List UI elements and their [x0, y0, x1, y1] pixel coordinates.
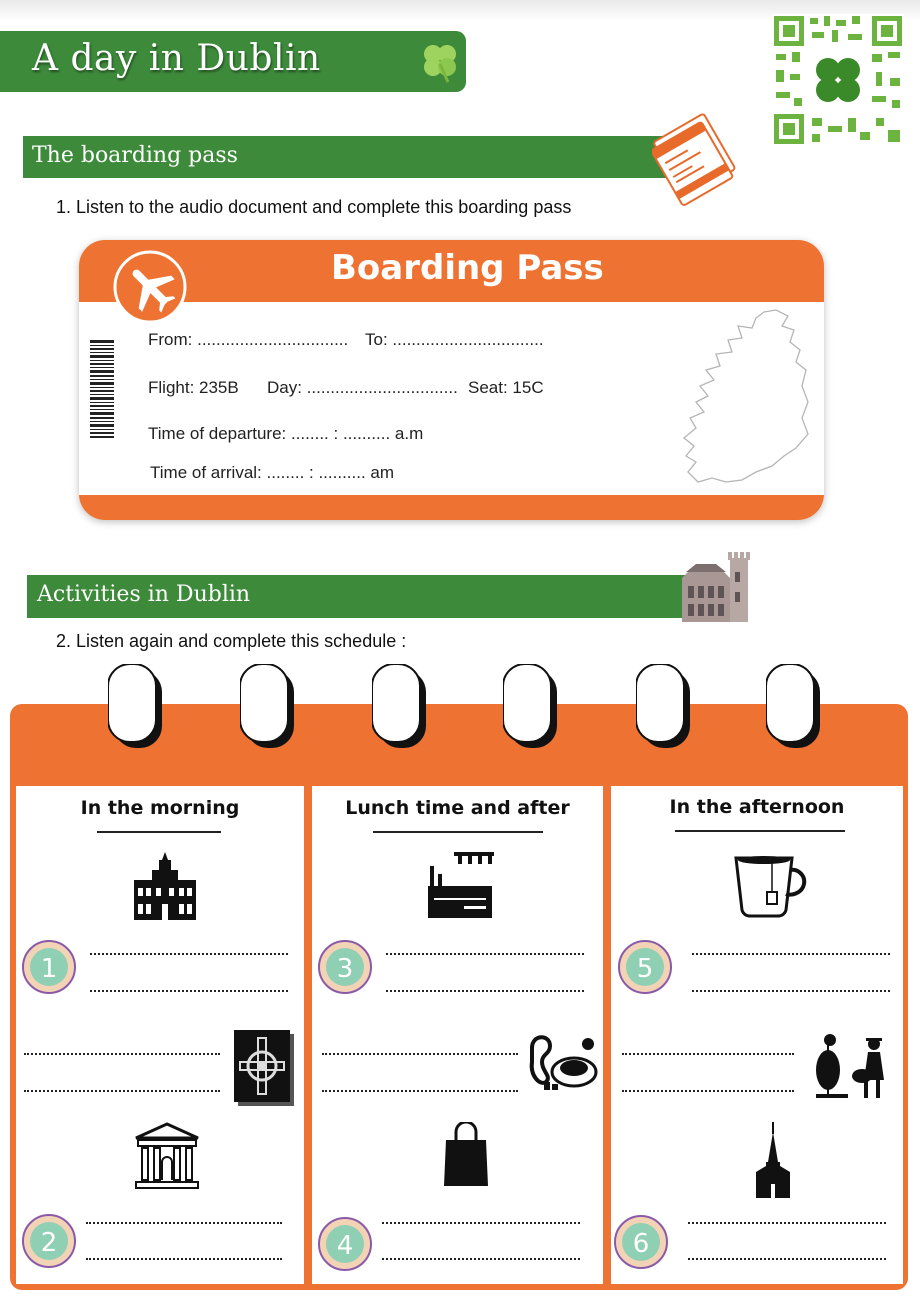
- page-title: A day in Dublin: [32, 38, 321, 79]
- number-badge-6: [614, 1215, 668, 1269]
- number-badge-3: [318, 940, 372, 994]
- shopping-bag-icon: [442, 1122, 490, 1190]
- musicians-icon: [814, 1032, 892, 1102]
- answer-line-book-a[interactable]: [24, 1053, 220, 1055]
- answer-line-food-a[interactable]: [322, 1053, 518, 1055]
- instruction-1: 1. Listen to the audio document and complete this boarding pass: [56, 197, 572, 217]
- answer-line-6b[interactable]: [688, 1258, 886, 1260]
- answer-line-2b[interactable]: [86, 1258, 282, 1260]
- number-badge-2: [22, 1214, 76, 1268]
- answer-line-6a[interactable]: [688, 1222, 886, 1224]
- boarding-pass-footer: [79, 495, 824, 520]
- from-field[interactable]: From: ................................: [148, 330, 349, 349]
- calendar-ring: [766, 664, 820, 748]
- heading-underline: [675, 830, 845, 832]
- barcode: [90, 340, 114, 438]
- answer-line-music-b[interactable]: [622, 1090, 794, 1092]
- seat-field: Seat: 15C: [468, 378, 544, 397]
- answer-line-3b[interactable]: [386, 990, 584, 992]
- answer-line-4a[interactable]: [382, 1222, 580, 1224]
- column-heading-lunch: Lunch time and after: [345, 797, 570, 819]
- heading-underline: [97, 831, 221, 833]
- book-of-kells-icon: [234, 1030, 294, 1106]
- bar-icon: [424, 852, 494, 920]
- day-field[interactable]: Day: ................................: [267, 378, 458, 397]
- plane-icon: [113, 250, 187, 324]
- fish-and-chips-icon: [528, 1032, 598, 1094]
- svg-text:2: 2: [40, 1228, 58, 1258]
- svg-text:4: 4: [336, 1231, 354, 1261]
- boarding-pass-title: Boarding Pass: [331, 248, 604, 288]
- answer-line-food-b[interactable]: [322, 1090, 518, 1092]
- answer-line-book-b[interactable]: [24, 1090, 220, 1092]
- calendar-ring: [503, 664, 557, 748]
- svg-text:5: 5: [636, 954, 654, 984]
- to-field[interactable]: To: ................................: [365, 330, 544, 349]
- flight-field: Flight: 235B: [148, 378, 239, 397]
- answer-line-1a[interactable]: [90, 953, 288, 955]
- number-badge-5: [618, 940, 672, 994]
- number-badge-4: [318, 1217, 372, 1271]
- svg-text:6: 6: [632, 1229, 650, 1259]
- number-badge-1: [22, 940, 76, 994]
- instruction-2: 2. Listen again and complete this schedule :: [56, 631, 407, 651]
- answer-line-5b[interactable]: [692, 990, 890, 992]
- calendar-ring: [636, 664, 690, 748]
- arrival-field[interactable]: Time of arrival: ........ : .......... am: [150, 463, 395, 482]
- calendar-ring: [372, 664, 426, 748]
- answer-line-4b[interactable]: [382, 1258, 580, 1260]
- answer-line-2a[interactable]: [86, 1222, 282, 1224]
- answer-line-1b[interactable]: [90, 990, 288, 992]
- heading-underline: [373, 831, 543, 833]
- ireland-map: [676, 306, 816, 488]
- departure-field[interactable]: Time of departure: ........ : .......... a.m: [148, 424, 424, 443]
- svg-text:1: 1: [40, 954, 58, 984]
- calendar-ring: [240, 664, 294, 748]
- castle-icon: [676, 548, 754, 624]
- column-heading-morning: In the morning: [80, 797, 240, 819]
- museum-icon: [134, 1122, 200, 1190]
- government-building-icon: [132, 852, 198, 920]
- section-boarding-pass-heading: The boarding pass: [32, 143, 238, 168]
- answer-line-3a[interactable]: [386, 953, 584, 955]
- calendar-ring: [108, 664, 162, 748]
- answer-line-5a[interactable]: [692, 953, 890, 955]
- qr-code: [772, 14, 904, 146]
- shamrock-icon: [418, 40, 462, 84]
- column-heading-afternoon: In the afternoon: [669, 796, 845, 818]
- church-icon: [754, 1122, 792, 1198]
- answer-line-music-a[interactable]: [622, 1053, 794, 1055]
- svg-text:3: 3: [336, 954, 354, 984]
- tea-cup-icon: [732, 852, 814, 920]
- section-activities-heading: Activities in Dublin: [37, 582, 251, 607]
- tickets-icon: [652, 108, 736, 206]
